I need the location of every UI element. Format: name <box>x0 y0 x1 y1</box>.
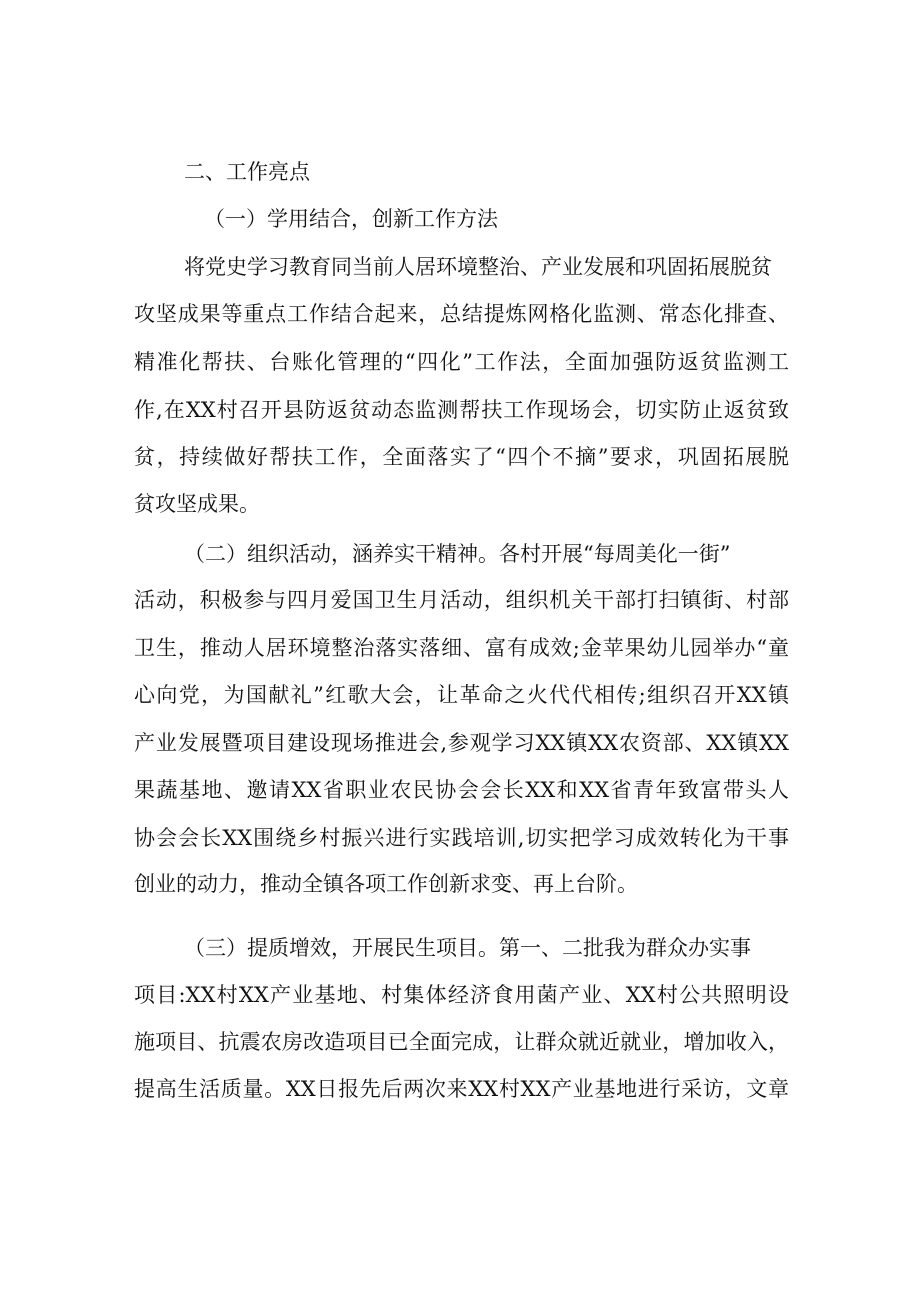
paragraph-2-line-3: 卫生，推动人居环境整治落实落细、富有成效;金苹果幼儿园举办“童 <box>134 636 789 660</box>
paragraph-2-line-5: 产业发展暨项目建设现场推进会,参观学习XX镇XX农资部、XX镇XX <box>134 731 789 755</box>
paragraph-1-line-3: 精准化帮扶、台账化管理的“四化”工作法，全面加强防返贫监测工 <box>134 350 789 374</box>
paragraph-2-line-7: 协会会长XX围绕乡村振兴进行实践培训,切实把学习成效转化为干事 <box>134 826 789 850</box>
section-heading: 二、工作亮点 <box>184 160 310 184</box>
subheading-1: （一）学用结合，创新工作方法 <box>204 207 498 231</box>
paragraph-3-line-1: （三）提质增效，开展民生项目。第一、二批我为群众办实事 <box>184 936 751 960</box>
paragraph-2-line-4: 心向党，为国献礼”红歌大会，让革命之火代代相传;组织召开XX镇 <box>134 683 789 707</box>
paragraph-1-line-2: 攻坚成果等重点工作结合起来，总结提炼网格化监测、常态化排查、 <box>134 302 789 326</box>
paragraph-1-line-6: 贫攻坚成果。 <box>134 492 260 516</box>
paragraph-2-line-8: 创业的动力，推动全镇各项工作创新求变、再上台阶。 <box>134 872 638 896</box>
paragraph-1-line-5: 贫，持续做好帮扶工作，全面落实了“四个不摘”要求，巩固拓展脱 <box>134 445 789 469</box>
paragraph-3-line-2: 项目:XX村XX产业基地、村集体经济食用菌产业、XX村公共照明设 <box>134 983 789 1007</box>
paragraph-1-line-1: 将党史学习教育同当前人居环境整治、产业发展和巩固拓展脱贫 <box>184 255 772 279</box>
paragraph-2-line-6: 果蔬基地、邀请XX省职业农民协会会长XX和XX省青年致富带头人 <box>134 778 789 802</box>
paragraph-1-line-4: 作,在XX村召开县防返贫动态监测帮扶工作现场会，切实防止返贫致 <box>134 398 789 422</box>
paragraph-3-line-4: 提高生活质量。XX日报先后两次来XX村XX产业基地进行采访，文章 <box>134 1077 789 1101</box>
paragraph-2-line-2: 活动，积极参与四月爱国卫生月活动，组织机关干部打扫镇街、村部 <box>134 588 789 612</box>
paragraph-2-line-1: （二）组织活动，涵养实干精神。各村开展“每周美化一街” <box>184 542 731 566</box>
paragraph-3-line-3: 施项目、抗震农房改造项目已全面完成，让群众就近就业，增加收入， <box>134 1030 789 1054</box>
